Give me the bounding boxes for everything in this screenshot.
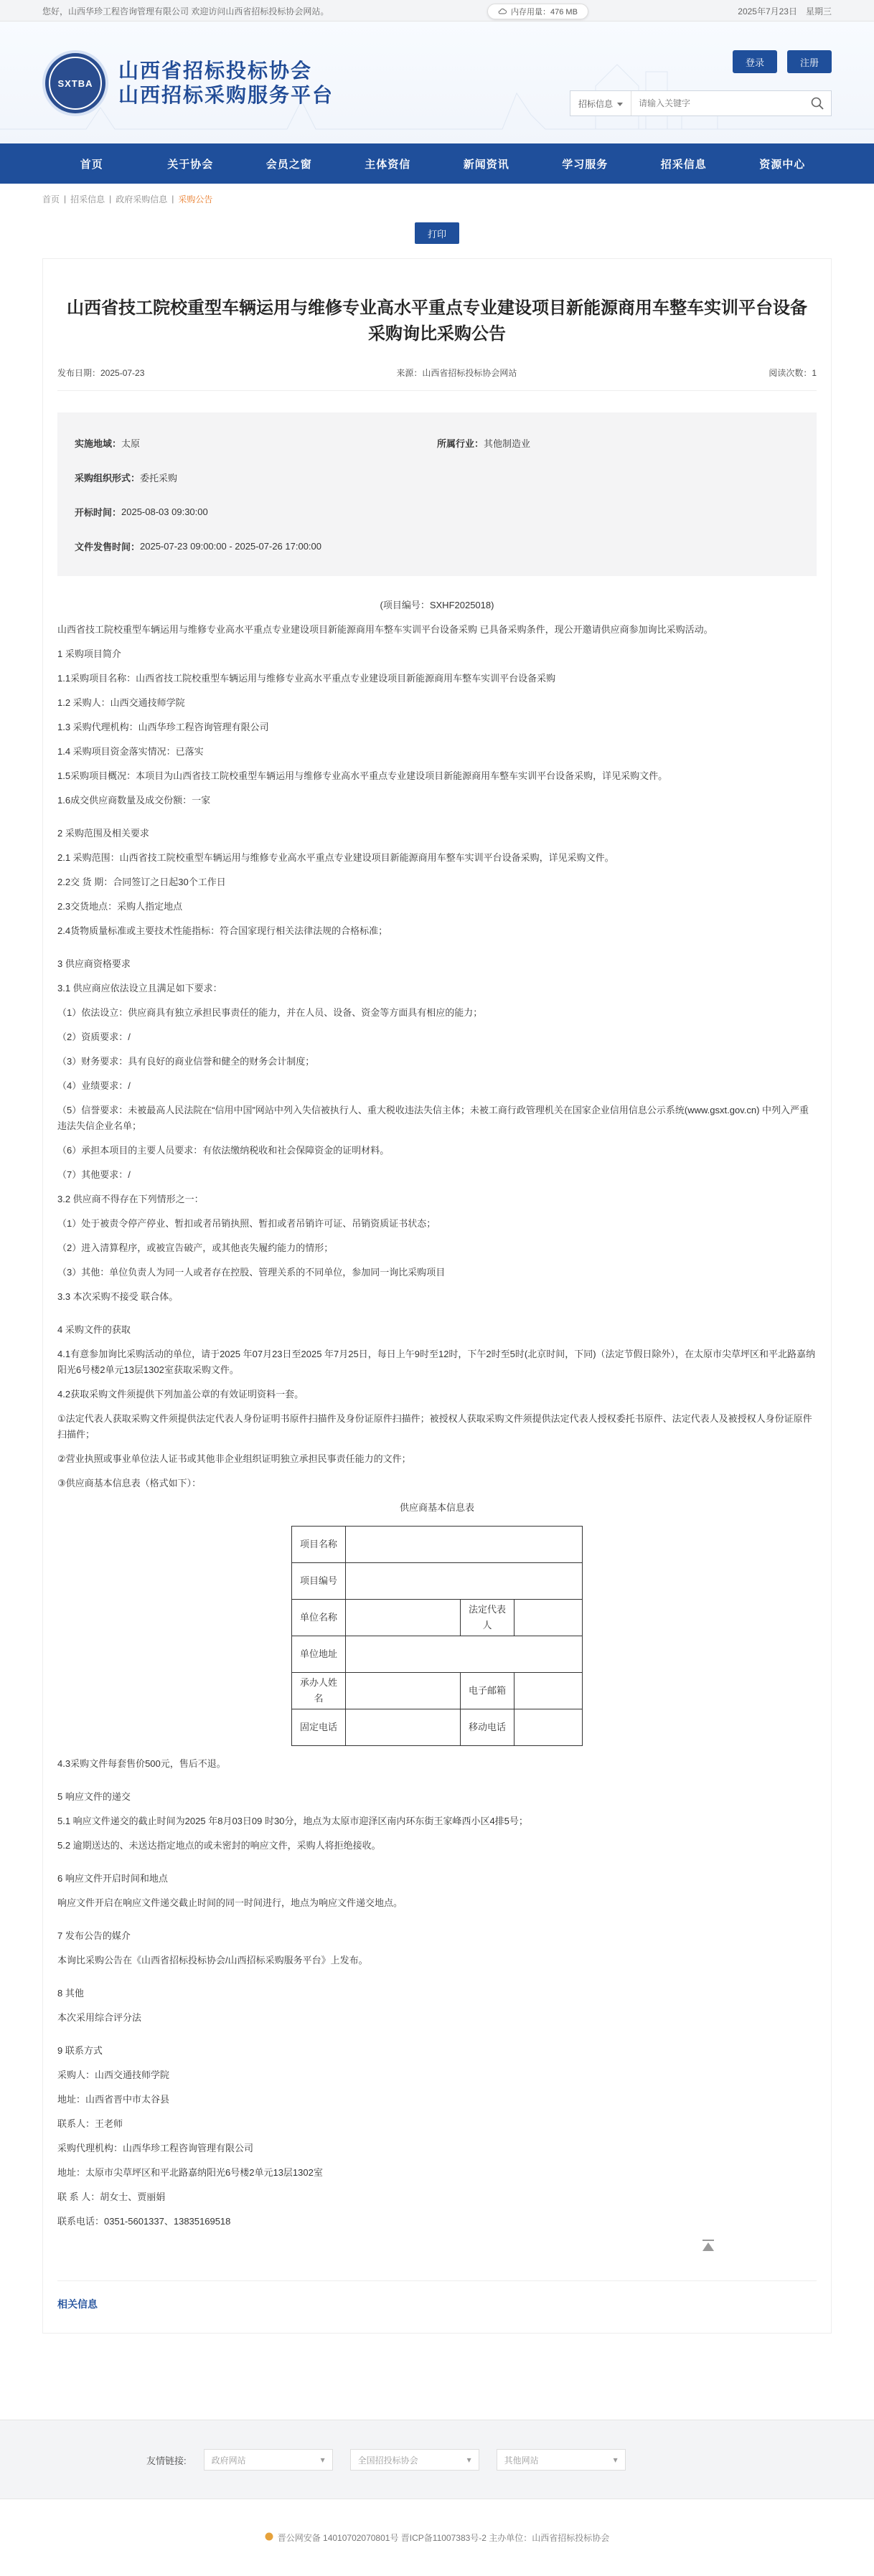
site-header xyxy=(0,22,874,143)
paragraph: 5.1 响应文件递交的截止时间为2025 年8月03日09 时30分，地点为太原市迎泽区南内环东街王家峰西小区4排5号； xyxy=(57,1816,528,1826)
table-cell: 固定电话 xyxy=(292,1709,346,1746)
print-button[interactable]: 打印 xyxy=(415,222,459,244)
open-time-value: 2025-08-03 09:30:00 xyxy=(121,506,208,517)
footer-select-label: 全国招投标协会 xyxy=(357,2455,418,2466)
view-count: 阅读次数：1 xyxy=(769,368,817,378)
paragraph: 2.2交 货 期：合同签订之日起30个工作日 xyxy=(57,877,226,887)
paragraph: 1.6成交供应商数量及成交份额：一家 xyxy=(57,795,211,806)
table-cell: 单位名称 xyxy=(292,1600,346,1636)
article-source: 来源：山西省招标投标协会网站 xyxy=(396,368,517,378)
nav-item-procurement[interactable]: 招采信息 xyxy=(660,158,707,171)
info-box xyxy=(57,412,817,576)
copyright-text: 晋公网安备 14010702070801号 晋ICP备11007383号-2 主办单位：山西省招标投标协会 xyxy=(277,2533,610,2543)
nav-item-home[interactable]: 首页 xyxy=(80,158,103,171)
table-cell xyxy=(514,1600,583,1636)
paragraph: 3.3 本次采购不接受 联合体。 xyxy=(57,1291,179,1302)
logo-line1: 山西省招标投标协会 xyxy=(118,59,313,82)
table-cell xyxy=(346,1527,583,1563)
paragraph: 3.1 供应商应依法设立且满足如下要求： xyxy=(57,983,222,994)
paragraph: ②营业执照或事业单位法人证书或其他非企业组织证明独立承担民事责任能力的文件； xyxy=(57,1453,411,1464)
logo-seal xyxy=(42,50,108,116)
breadcrumb-procurement[interactable]: 招采信息 xyxy=(70,194,105,204)
search-category-label: 招标信息 xyxy=(578,98,613,109)
footer-select-label: 其他网站 xyxy=(504,2455,539,2466)
section-heading: 1 采购项目简介 xyxy=(57,648,121,659)
table-title: 供应商基本信息表 xyxy=(399,1502,474,1513)
search-category-select[interactable] xyxy=(570,91,631,115)
table-cell xyxy=(346,1709,461,1746)
register-button[interactable]: 注册 xyxy=(787,50,832,73)
breadcrumb-home[interactable]: 首页 xyxy=(42,194,60,204)
breadcrumb-current: 采购公告 xyxy=(178,194,213,204)
paragraph: （7）其他要求：/ xyxy=(57,1169,131,1180)
industry-value: 其他制造业 xyxy=(484,438,531,449)
nav-item-resources[interactable]: 资源中心 xyxy=(759,158,806,171)
paragraph: 2.1 采购范围：山西省技工院校重型车辆运用与维修专业高水平重点专业建设项目新能源商用车整车实训平台设备采购，详见采购文件。 xyxy=(57,852,614,863)
nav-item-members[interactable]: 会员之窗 xyxy=(266,158,312,171)
topbar xyxy=(0,0,874,22)
breadcrumb xyxy=(42,184,832,214)
breadcrumb-gov[interactable]: 政府采购信息 xyxy=(116,194,168,204)
paragraph: 2.3交货地点：采购人指定地点 xyxy=(57,901,183,912)
region-label: 实施地域： xyxy=(75,438,122,449)
paragraph: 采购代理机构：山西华珍工程咨询管理有限公司 xyxy=(57,2143,254,2153)
logo-line2: 山西招标采购服务平台 xyxy=(118,83,334,107)
footer-select-association[interactable] xyxy=(350,2449,479,2471)
article xyxy=(42,258,832,2334)
paragraph: 本次采用综合评分法 xyxy=(57,2012,142,2023)
chevron-down-icon: ▾ xyxy=(320,2455,325,2465)
paragraph: 5.2 逾期送达的、未送达指定地点的或未密封的响应文件，采购人将拒绝接收。 xyxy=(57,1840,381,1851)
form-value: 委托采购 xyxy=(140,472,178,483)
paragraph: ①法定代表人获取采购文件须提供法定代表人身份证明书原件扫描件及身份证原件扫描件；被授权人获取采购文件须提供法定代表人授权委托书原件、法定代表人及被授权人身份证原件扫描件； xyxy=(57,1413,812,1440)
paragraph: 采购人：山西交通技师学院 xyxy=(57,2070,170,2080)
paragraph: 1.2 采购人：山西交通技师学院 xyxy=(57,697,185,708)
logo-abbr: SXTBA xyxy=(49,57,102,110)
open-time-label: 开标时间： xyxy=(75,506,122,518)
table-cell xyxy=(514,1673,583,1709)
table-cell: 承办人姓名 xyxy=(292,1673,346,1709)
table-cell xyxy=(346,1673,461,1709)
main-nav xyxy=(0,143,874,184)
table-cell: 电子邮箱 xyxy=(461,1673,514,1709)
table-cell xyxy=(346,1600,461,1636)
table-cell xyxy=(346,1636,583,1673)
greeting-text: 您好，山西华珍工程咨询管理有限公司 欢迎访问山西省招标投标协会网站。 xyxy=(42,6,329,16)
doc-time-label: 文件发售时间： xyxy=(75,541,141,552)
page-title: 山西省技工院校重型车辆运用与维修专业高水平重点专业建设项目新能源商用车整车实训平台设备采购询比采购公告 xyxy=(67,298,807,344)
supplier-info-table xyxy=(291,1526,583,1746)
section-heading: 6 响应文件开启时间和地点 xyxy=(57,1873,168,1884)
paragraph: 4.1有意参加询比采购活动的单位，请于2025 年07月23日至2025 年7月25日，每日上午9时至12时，下午2时至5时(北京时间，下同)（法定节假日除外），在太原市尖草坪区和平北路嘉纳阳光6号楼2单元13层1302室获取采购文件。 xyxy=(57,1349,816,1375)
nav-item-learning[interactable]: 学习服务 xyxy=(562,158,608,171)
paragraph: （6）承担本项目的主要人员要求：有依法缴纳税收和社会保障资金的证明材料。 xyxy=(57,1145,390,1156)
section-heading: 9 联系方式 xyxy=(57,2045,103,2056)
back-to-top-icon[interactable] xyxy=(700,2238,716,2256)
login-button[interactable]: 登录 xyxy=(733,50,777,73)
paragraph: （5）信誉要求：未被最高人民法院在“信用中国”网站中列入失信被执行人、重大税收违法失信主体；未被工商行政管理机关在国家企业信用信息公示系统(www.gsxt.gov.cn) 中列入严重违法失信企业名单； xyxy=(57,1105,809,1131)
article-meta xyxy=(57,367,817,391)
paragraph: 2.4货物质量标准或主要技术性能指标：符合国家现行相关法律法规的合格标准； xyxy=(57,925,388,936)
paragraph: （1）依法设立：供应商具有独立承担民事责任的能力，并在人员、设备、资金等方面具有相应的能力； xyxy=(57,1007,483,1018)
table-cell: 法定代表人 xyxy=(461,1600,514,1636)
search-input[interactable] xyxy=(631,91,804,115)
table-cell: 移动电话 xyxy=(461,1709,514,1746)
search-box xyxy=(570,90,832,116)
footer-select-gov[interactable] xyxy=(204,2449,333,2471)
nav-item-credit[interactable]: 主体资信 xyxy=(365,158,411,171)
paragraph: 3.2 供应商不得存在下列情形之一： xyxy=(57,1194,204,1204)
paragraph: （3）其他：单位负责人为同一人或者存在控股、管理关系的不同单位，参加同一询比采购项目 xyxy=(57,1267,446,1278)
paragraph: （1）处于被责令停产停业、暂扣或者吊销执照、暂扣或者吊销许可证、吊销资质证书状态； xyxy=(57,1218,436,1229)
footer-links xyxy=(0,2420,874,2499)
table-cell xyxy=(514,1709,583,1746)
intro-paragraph: 山西省技工院校重型车辆运用与维修专业高水平重点专业建设项目新能源商用车整车实训平台设备采购 已具备采购条件，现公开邀请供应商参加询比采购活动。 xyxy=(57,624,713,635)
memory-badge xyxy=(487,4,588,19)
paragraph: 1.5采购项目概况：本项目为山西省技工院校重型车辆运用与维修专业高水平重点专业建设项目新能源商用车整车实训平台设备采购，详见采购文件。 xyxy=(57,770,668,781)
chevron-down-icon: ▾ xyxy=(613,2455,618,2465)
article-body xyxy=(57,598,817,2230)
paragraph: （4）业绩要求：/ xyxy=(57,1080,131,1091)
breadcrumb-sep: | xyxy=(64,194,67,204)
footer-select-label: 政府网站 xyxy=(211,2455,246,2466)
paragraph: 1.1采购项目名称：山西省技工院校重型车辆运用与维修专业高水平重点专业建设项目新能源商用车整车实训平台设备采购 xyxy=(57,673,556,684)
search-icon[interactable] xyxy=(804,91,831,115)
publish-date: 发布日期：2025-07-23 xyxy=(57,368,145,378)
footer-select-other[interactable] xyxy=(497,2449,626,2471)
police-badge-icon xyxy=(265,2532,273,2543)
section-heading: 2 采购范围及相关要求 xyxy=(57,828,149,839)
paragraph: （2）资质要求：/ xyxy=(57,1032,131,1042)
chevron-down-icon xyxy=(617,98,623,108)
form-label: 采购组织形式： xyxy=(75,472,141,483)
doc-time-value: 2025-07-23 09:00:00 - 2025-07-26 17:00:00 xyxy=(140,540,321,552)
memory-text: 内存用量：476 MB xyxy=(511,8,578,16)
paragraph: 地址：山西省晋中市太谷县 xyxy=(57,2094,170,2105)
section-heading: 5 响应文件的递交 xyxy=(57,1791,131,1802)
footer-bottom xyxy=(0,2499,874,2576)
section-heading: 8 其他 xyxy=(57,1988,84,1999)
section-heading: 7 发布公告的媒介 xyxy=(57,1930,131,1941)
paragraph: 地址：太原市尖草坪区和平北路嘉纳阳光6号楼2单元13层1302室 xyxy=(57,2167,323,2178)
date-text: 2025年7月23日 xyxy=(738,6,797,16)
chevron-down-icon: ▾ xyxy=(466,2455,471,2465)
paragraph: 本询比采购公告在《山西省招标投标协会/山西招标采购服务平台》上发布。 xyxy=(57,1955,368,1966)
paragraph: （3）财务要求：具有良好的商业信誉和健全的财务会计制度； xyxy=(57,1056,315,1067)
paragraph: 联系电话：0351-5601337、13835169518 xyxy=(57,2216,231,2227)
paragraph: （2）进入清算程序，或被宣告破产，或其他丧失履约能力的情形； xyxy=(57,1242,334,1253)
table-cell: 项目编号 xyxy=(292,1563,346,1600)
section-heading: 3 供应商资格要求 xyxy=(57,958,131,969)
nav-item-about[interactable]: 关于协会 xyxy=(167,158,214,171)
paragraph: 1.3 采购代理机构：山西华珍工程咨询管理有限公司 xyxy=(57,722,269,732)
breadcrumb-sep: | xyxy=(171,194,174,204)
paragraph: 联 系 人：胡女士、贾丽娟 xyxy=(57,2192,166,2202)
industry-label: 所属行业： xyxy=(437,438,484,449)
nav-item-news[interactable]: 新闻资讯 xyxy=(463,158,509,171)
footer-links-label: 友情链接: xyxy=(146,2455,187,2466)
table-cell: 项目名称 xyxy=(292,1527,346,1563)
site-logo[interactable] xyxy=(42,50,334,116)
table-cell: 单位地址 xyxy=(292,1636,346,1673)
cloud-icon xyxy=(498,7,507,16)
paragraph: 1.4 采购项目资金落实情况：已落实 xyxy=(57,746,204,757)
paragraph: 响应文件开启在响应文件递交截止时间的同一时间进行，地点为响应文件递交地点。 xyxy=(57,1897,403,1908)
related-info-heading: 相关信息 xyxy=(57,2280,817,2311)
project-code: (项目编号：SXHF2025018) xyxy=(380,600,494,610)
breadcrumb-sep: | xyxy=(109,194,112,204)
paragraph: 联系人：王老师 xyxy=(57,2118,123,2129)
paragraph: 4.2获取采购文件须提供下列加盖公章的有效证明资料一套。 xyxy=(57,1389,304,1400)
section-heading: 4 采购文件的获取 xyxy=(57,1324,131,1335)
paragraph: ③供应商基本信息表（格式如下）： xyxy=(57,1478,202,1488)
weekday-text: 星期三 xyxy=(805,6,832,16)
region-value: 太原 xyxy=(121,438,141,449)
paragraph: 4.3采购文件每套售价500元，售后不退。 xyxy=(57,1758,226,1769)
table-cell xyxy=(346,1563,583,1600)
